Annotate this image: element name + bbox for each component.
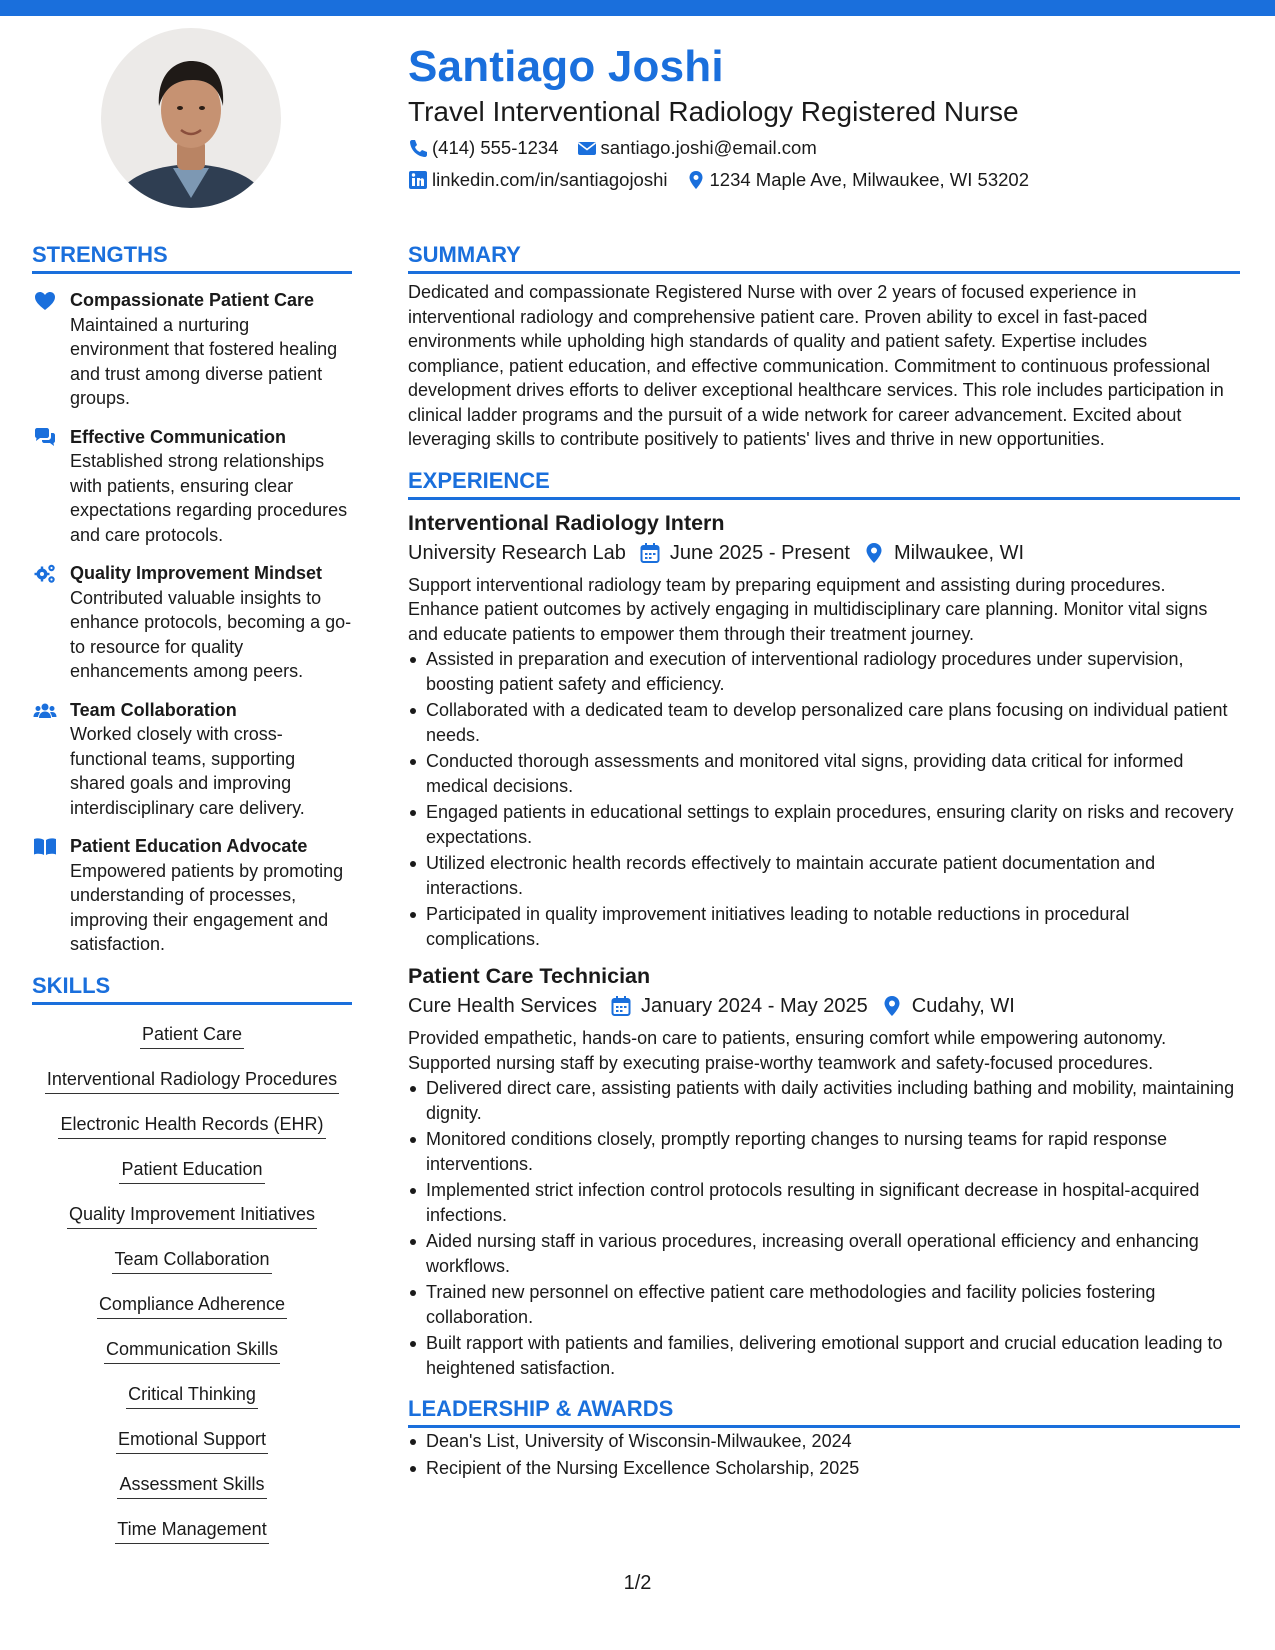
avatar — [101, 28, 281, 208]
awards-heading: LEADERSHIP & AWARDS — [408, 1394, 1240, 1428]
gears-icon — [32, 562, 58, 586]
left-column — [32, 240, 352, 1561]
skill-tag: Emotional Support — [116, 1426, 268, 1454]
strength-name: Effective Communication — [70, 426, 287, 447]
job-meta — [408, 538, 1240, 568]
skill-tag: Communication Skills — [104, 1336, 280, 1364]
strength-name: Quality Improvement Mindset — [70, 563, 323, 583]
skill-tag: Interventional Radiology Procedures — [45, 1066, 339, 1094]
map-pin-icon — [864, 542, 884, 564]
skill-tag: Electronic Health Records (EHR) — [58, 1111, 325, 1139]
email-text: santiago.joshi@email.com — [600, 137, 817, 158]
strength-name: Compassionate Patient Care — [70, 290, 315, 310]
job-description: Provided empathetic, hands-on care to patients, ensuring comfort while empowering autonomy. Supported nursing staff by executing praise-worthy teamwork and safety-focused procedures. — [408, 1028, 1167, 1073]
strength-item — [32, 834, 352, 957]
strength-desc: Empowered patients by promoting understanding of processes, improving their engagement and satisfaction. — [70, 860, 344, 954]
strength-item — [32, 288, 352, 411]
skill-tag: Compliance Adherence — [97, 1291, 287, 1319]
page-number: 1/2 — [623, 1572, 652, 1594]
awards-list — [408, 1429, 1240, 1480]
job-bullets — [408, 1076, 1240, 1380]
right-column — [408, 240, 1240, 1482]
strength-item — [32, 698, 352, 821]
contact-row-2 — [408, 168, 1238, 192]
job-bullet: Trained new personnel on effective patient care methodologies and facility policies fostering collaboration. — [408, 1280, 1240, 1329]
job-role: Interventional Radiology Intern — [408, 510, 725, 535]
skills-list — [32, 1021, 352, 1561]
skill-tag: Assessment Skills — [117, 1471, 266, 1499]
job-bullet: Aided nursing staff in various procedures, increasing overall operational efficiency and enhancing workflows. — [408, 1229, 1240, 1278]
strength-name: Team Collaboration — [70, 699, 237, 720]
award-item: Recipient of the Nursing Excellence Scholarship, 2025 — [408, 1456, 1240, 1481]
job-entry — [408, 508, 1240, 952]
job-location: Milwaukee, WI — [894, 541, 1025, 564]
skill-tag: Patient Care — [140, 1021, 244, 1049]
skill-tag: Team Collaboration — [112, 1246, 271, 1274]
job-bullet: Implemented strict infection control protocols resulting in significant decrease in hospital-acquired infections. — [408, 1178, 1240, 1227]
strength-desc: Contributed valuable insights to enhance protocols, becoming a go-to resource for quality enhancements among peers. — [70, 587, 352, 681]
job-entry — [408, 961, 1240, 1380]
candidate-name: Santiago Joshi — [408, 42, 724, 91]
job-bullet: Assisted in preparation and execution of interventional radiology procedures under supervision, boosting patient safety and efficiency. — [408, 647, 1240, 696]
strength-name: Patient Education Advocate — [70, 836, 308, 856]
top-accent-bar — [0, 0, 1275, 16]
skill-tag: Quality Improvement Initiatives — [67, 1201, 317, 1229]
address-contact — [686, 168, 1030, 192]
phone-text: (414) 555-1234 — [432, 137, 559, 158]
summary-heading: SUMMARY — [408, 240, 1240, 274]
strengths-list — [32, 288, 352, 957]
linkedin-icon — [408, 170, 428, 190]
award-item: Dean's List, University of Wisconsin-Milwaukee, 2024 — [408, 1429, 1240, 1454]
phone-contact[interactable] — [408, 136, 559, 160]
skill-tag: Time Management — [115, 1516, 268, 1544]
skill-tag: Critical Thinking — [126, 1381, 258, 1409]
users-icon — [32, 699, 58, 723]
job-bullets — [408, 647, 1240, 951]
book-open-icon — [32, 835, 58, 859]
linkedin-text: linkedin.com/in/santiagojoshi — [432, 169, 668, 190]
linkedin-contact[interactable] — [408, 168, 668, 192]
calendar-icon — [611, 995, 631, 1017]
job-bullet: Monitored conditions closely, promptly reporting changes to nursing teams for rapid response interventions. — [408, 1127, 1240, 1176]
job-role: Patient Care Technician — [408, 964, 651, 988]
profile-photo — [101, 28, 281, 208]
strength-desc: Established strong relationships with patients, ensuring clear expectations regarding procedures and care protocols. — [70, 451, 348, 545]
envelope-icon — [577, 138, 597, 158]
job-bullet: Participated in quality improvement initiatives leading to notable reductions in procedural complications. — [408, 902, 1240, 951]
strength-item — [32, 561, 352, 684]
strength-desc: Worked closely with cross-functional teams, supporting shared goals and improving interdisciplinary care delivery. — [70, 724, 305, 818]
contact-row-1 — [408, 136, 1238, 160]
address-text: 1234 Maple Ave, Milwaukee, WI 53202 — [709, 169, 1029, 190]
strength-item — [32, 425, 352, 548]
phone-icon — [408, 138, 428, 158]
job-meta — [408, 991, 1240, 1021]
job-bullet: Built rapport with patients and families, delivering emotional support and crucial education leading to heightened satisfaction. — [408, 1331, 1240, 1380]
job-location: Cudahy, WI — [911, 995, 1015, 1017]
job-bullet: Delivered direct care, assisting patients with daily activities including bathing and mobility, maintaining dignity. — [408, 1076, 1240, 1125]
job-bullet: Utilized electronic health records effectively to maintain accurate patient documentation and interactions. — [408, 851, 1240, 900]
strengths-heading: STRENGTHS — [32, 240, 352, 274]
summary-text: Dedicated and compassionate Registered Nurse with over 2 years of focused experience in interventional radiology and comprehensive patient care. Proven ability to excel in fast-paced environments while upholding high standards of quality and patient safety. Expertise includes compliance, patient education, and effective communication. Commitment to continuous professional development drives efforts to deliver exceptional healthcare services. This role includes participation in clinical ladder programs and the pursuit of a wide network for career advancement. Excited about leveraging skills to contribute positively to patients' lives and thrive in new opportunities. — [408, 282, 1224, 449]
map-pin-icon — [882, 995, 902, 1017]
job-dates: January 2024 - May 2025 — [640, 995, 868, 1017]
job-bullet: Collaborated with a dedicated team to develop personalized care plans focusing on individual patient needs. — [408, 698, 1240, 747]
skill-tag: Patient Education — [119, 1156, 264, 1184]
job-title: Travel Interventional Radiology Registered Nurse — [408, 96, 1019, 127]
job-company: University Research Lab — [408, 541, 626, 564]
resume-header — [408, 40, 1238, 192]
calendar-icon — [640, 542, 660, 564]
chat-bubbles-icon — [32, 426, 58, 450]
map-pin-icon — [686, 170, 706, 190]
email-contact[interactable] — [577, 136, 817, 160]
job-description: Support interventional radiology team by preparing equipment and assisting during procedures. Enhance patient outcomes by actively engaging in multidisciplinary care planning. Monitor vital signs and educate patients to empower them through their treatment journey. — [408, 574, 1208, 644]
job-dates: June 2025 - Present — [669, 541, 850, 564]
heart-icon — [32, 289, 58, 313]
experience-heading: EXPERIENCE — [408, 466, 1240, 500]
strength-desc: Maintained a nurturing environment that fostered healing and trust among diverse patient groups. — [70, 314, 338, 408]
skills-heading: SKILLS — [32, 971, 352, 1005]
job-bullet: Engaged patients in educational settings to explain procedures, ensuring clarity on risks and recovery expectations. — [408, 800, 1240, 849]
job-bullet: Conducted thorough assessments and monitored vital signs, providing data critical for informed medical decisions. — [408, 749, 1240, 798]
job-company: Cure Health Services — [408, 995, 597, 1017]
